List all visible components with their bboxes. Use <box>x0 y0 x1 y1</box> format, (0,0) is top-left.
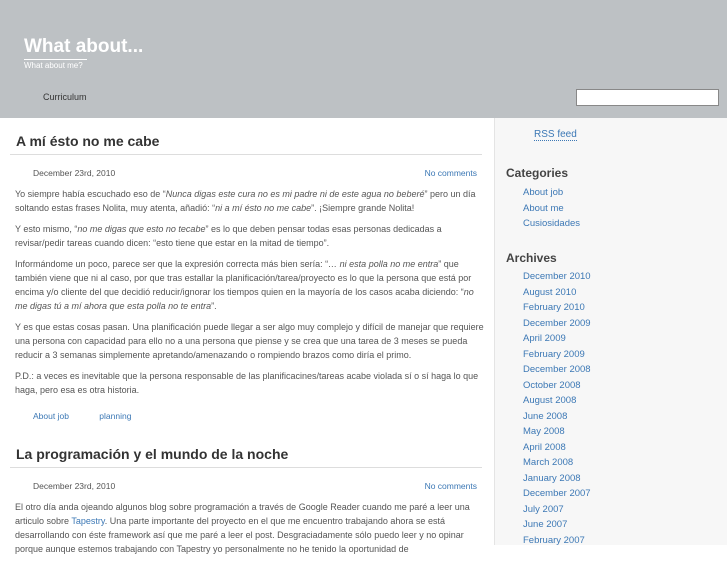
post-date: December 23rd, 2010 <box>33 168 116 178</box>
archive-item[interactable] <box>523 457 591 473</box>
category-item-link[interactable]: About job <box>523 187 564 198</box>
archive-item-link[interactable]: December 2009 <box>523 317 591 329</box>
tag-link[interactable]: planning <box>99 411 132 421</box>
archive-item[interactable] <box>523 349 591 365</box>
archive-item[interactable] <box>523 302 591 318</box>
post-paragraph: Yo siempre había escuchado eso de “Nunca digas este cura no es mi padre ni de este agua no beberé” pero un día soltando estas frases Nolita, muy atenta, añadió: “ni a mí ésto no me cabe”. ¡Siempre grande Nolita! <box>15 189 476 213</box>
archive-item-link[interactable]: April 2009 <box>523 333 566 344</box>
archive-item-link[interactable]: December 2008 <box>523 364 591 375</box>
main-content <box>0 118 494 554</box>
archive-item[interactable] <box>523 287 591 303</box>
archive-item[interactable] <box>523 426 591 442</box>
archive-item[interactable] <box>523 411 591 427</box>
site-title[interactable]: What about... <box>24 36 144 57</box>
post-paragraph: Informándome un poco, parece ser que la expresión correcta más bien sería: “… ni esta polla no me entra” que también viene que ni al caso, por que tras estallar la planificación/tarea/proyecto es lo que la persona que está por encima y/o cliente del que decidió reducir/ignorar los tiempos quien en la mayoría de los casos acaba diciendo: “no me digas tú a mí ahora que esta polla no te entra”. <box>15 259 474 311</box>
archive-item-link[interactable]: May 2008 <box>523 426 565 437</box>
archive-item-link[interactable]: October 2008 <box>523 379 581 391</box>
divider <box>10 467 482 468</box>
post-paragraph: Y esto mismo, “no me digas que esto no tecabe” es lo que deben pensar todas esas personas dedicadas a revisar/pedir tareas cuando dicen: “esto tiene que estar en la mitad de tiempo”. <box>15 224 442 248</box>
archive-item[interactable] <box>523 535 591 551</box>
search-input[interactable] <box>576 89 719 106</box>
archive-item-link[interactable]: December 2010 <box>523 271 591 282</box>
nav-curriculum[interactable]: Curriculum <box>43 92 87 102</box>
archive-item-link[interactable]: June 2008 <box>523 410 568 422</box>
archive-item-link[interactable]: December 2007 <box>523 488 591 499</box>
archives-list <box>523 271 591 550</box>
archive-item[interactable] <box>523 473 591 489</box>
category-item[interactable] <box>523 218 580 234</box>
comments-link[interactable]: No comments <box>424 481 477 491</box>
archive-item[interactable] <box>523 318 591 334</box>
category-item-link[interactable]: About me <box>523 202 564 214</box>
archive-item-link[interactable]: June 2007 <box>523 519 568 530</box>
archive-item[interactable] <box>523 519 591 535</box>
archive-item[interactable] <box>523 364 591 380</box>
archive-item-link[interactable]: February 2009 <box>523 348 585 360</box>
archive-item-link[interactable]: March 2008 <box>523 457 574 468</box>
archive-item-link[interactable]: August 2008 <box>523 395 577 406</box>
archive-item[interactable] <box>523 271 591 287</box>
post-paragraph: El otro día anda ojeando algunos blog sobre programación a través de Google Reader cuando me paré a leer una articulo sobre Tapestry. Una parte importante del proyecto en el que me encuentro trabajando ahora se está desarrollando con éste framework así que me paré a leer el post. Desgraciadamente sólo puedo leer y no opinar porque aunque estemos trabajando con Tapestry yo personalmente no he tenido la oportunidad de <box>15 502 470 554</box>
post-date: December 23rd, 2010 <box>33 481 116 491</box>
archive-item-link[interactable]: January 2008 <box>523 472 581 484</box>
archive-item-link[interactable]: August 2010 <box>523 286 577 298</box>
post-paragraph: Y es que estas cosas pasan. Una planificación puede llegar a ser algo muy complejo y difícil de manejar que requiere una persona con capacidad para ello no a una persona que piense y se crea que una tarea de 3 meses se pueda reducir a 3 semanas simplemente apretando/amenazando o rompiendo brazos como diría el primo. <box>15 322 484 360</box>
archive-item[interactable] <box>523 504 591 520</box>
post-tags <box>33 411 159 421</box>
tag-link[interactable]: About job <box>33 411 69 421</box>
site-description: What about me? <box>24 59 87 70</box>
divider <box>10 154 482 155</box>
categories-heading: Categories <box>506 166 569 180</box>
post-body <box>15 187 485 404</box>
archive-item[interactable] <box>523 442 591 458</box>
post-body <box>15 500 485 563</box>
comments-link[interactable]: No comments <box>424 168 477 178</box>
archive-item-link[interactable]: February 2010 <box>523 302 585 313</box>
categories-list <box>523 187 580 234</box>
archive-item[interactable] <box>523 380 591 396</box>
archive-item[interactable] <box>523 333 591 349</box>
category-item[interactable] <box>523 203 580 219</box>
category-item[interactable] <box>523 187 580 203</box>
archive-item-link[interactable]: February 2007 <box>523 534 585 546</box>
site-header <box>0 0 727 118</box>
post-title[interactable]: La programación y el mundo de la noche <box>16 446 289 462</box>
archive-item-link[interactable]: April 2008 <box>523 441 566 453</box>
sidebar <box>494 118 727 545</box>
archive-item[interactable] <box>523 488 591 504</box>
post-paragraph: P.D.: a veces es inevitable que la persona responsable de las planificacines/tareas acabe violada sí o sí haga lo que haga, pero esa es otra historia. <box>15 371 479 395</box>
archive-item-link[interactable]: July 2007 <box>523 503 564 515</box>
post-title[interactable]: A mí ésto no me cabe <box>16 133 160 149</box>
archives-heading: Archives <box>506 251 557 265</box>
archive-item[interactable] <box>523 395 591 411</box>
category-item-link[interactable]: Cusiosidades <box>523 218 581 229</box>
rss-feed-link[interactable]: RSS feed <box>534 129 577 140</box>
